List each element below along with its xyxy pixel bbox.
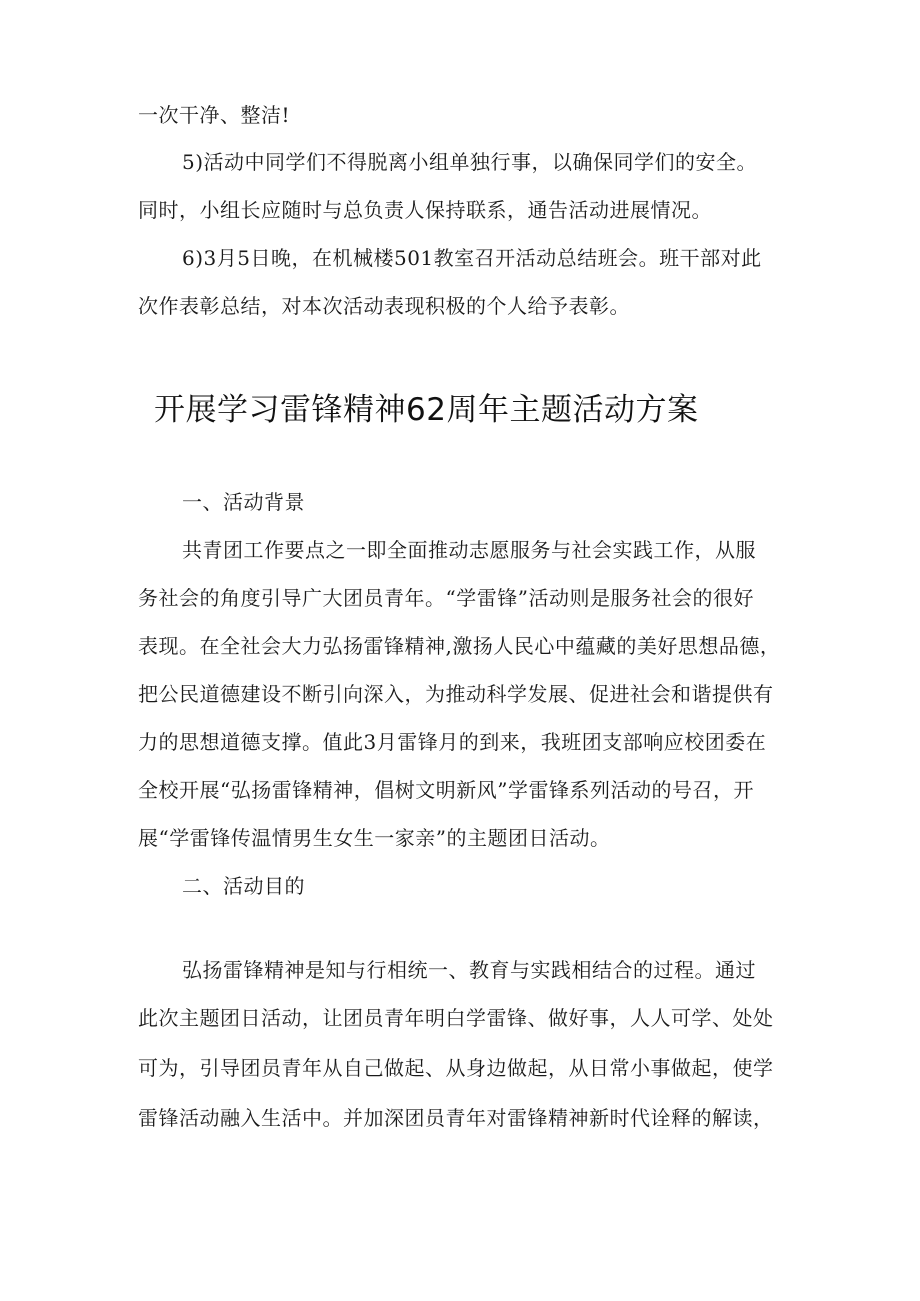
paragraph-line: 力的思想道德支撑。值此3月雷锋月的到来，我班团支部响应校团委在: [138, 730, 767, 754]
paragraph-line: 5)活动中同学们不得脱离小组单独行事，以确保同学们的安全。: [182, 150, 758, 174]
document-title: 开展学习雷锋精神62周年主题活动方案: [154, 392, 699, 428]
paragraph-line: 雷锋活动融入生活中。并加深团员青年对雷锋精神新时代诠释的解读，: [138, 1106, 774, 1130]
paragraph-line: 可为，引导团员青年从自己做起、从身边做起，从日常小事做起，使学: [138, 1056, 774, 1080]
paragraph-line: 把公民道德建设不断引向深入，为推动科学发展、促进社会和谐提供有: [138, 682, 774, 706]
paragraph-line: 弘扬雷锋精神是知与行相统一、教育与实践相结合的过程。通过: [182, 958, 756, 982]
paragraph-line: 全校开展“弘扬雷锋精神，倡树文明新风”学雷锋系列活动的号召，开: [138, 778, 754, 802]
paragraph-line: 同时，小组长应随时与总负责人保持联系，通告活动进展情况。: [138, 198, 712, 222]
paragraph-line: 6)3月5日晚，在机械楼501教室召开活动总结班会。班干部对此: [182, 246, 762, 270]
paragraph-line: 表现。在全社会大力弘扬雷锋精神,激扬人民心中蕴藏的美好思想品德，: [138, 634, 781, 658]
paragraph-line: 务社会的角度引导广大团员青年。“学雷锋”活动则是服务社会的很好: [138, 586, 754, 610]
paragraph-line: 展“学雷锋传温情男生女生一家亲”的主题团日活动。: [138, 826, 611, 850]
paragraph-line: 共青团工作要点之一即全面推动志愿服务与社会实践工作，从服: [182, 538, 756, 562]
paragraph-line: 一次干净、整洁!: [138, 103, 291, 127]
section-heading: 一、活动背景: [182, 490, 305, 514]
paragraph-line: 此次主题团日活动，让团员青年明白学雷锋、做好事，人人可学、处处: [138, 1006, 774, 1030]
section-heading: 二、活动目的: [182, 874, 305, 898]
paragraph-line: 次作表彰总结，对本次活动表现积极的个人给予表彰。: [138, 294, 630, 318]
